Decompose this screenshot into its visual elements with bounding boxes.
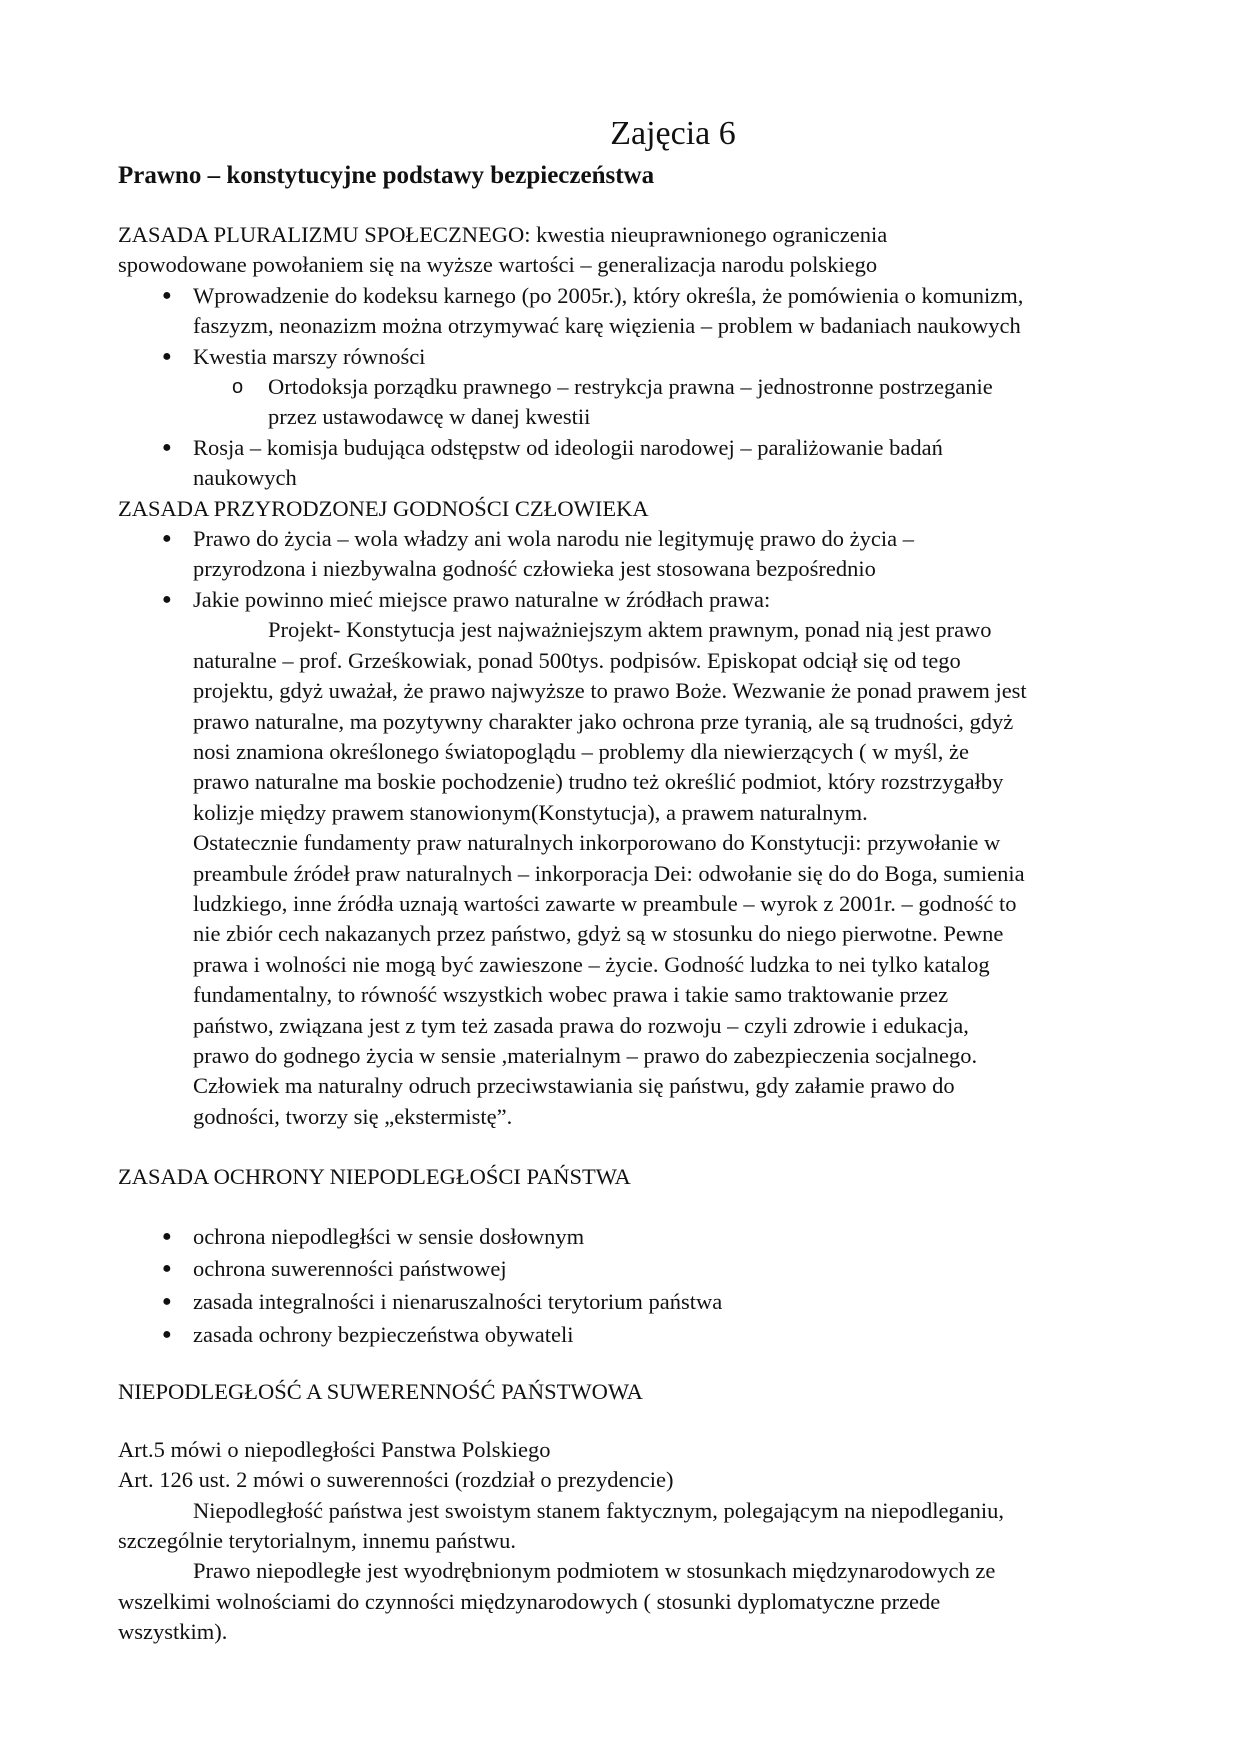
paragraph-line: projektu, gdyż uważał, że prawo najwyższe to prawo Boże. Wezwanie że ponad prawem jest [193, 678, 1027, 704]
document-title: Zajęcia 6 [610, 115, 736, 152]
paragraph-line: godności, tworzy się „ekstermistę”. [193, 1103, 513, 1129]
section-intro-line: ZASADA PLURALIZMU SPOŁECZNEGO: kwestia nieuprawnionego ograniczenia [118, 222, 888, 247]
list-item-text: przyrodzona i niezbywalna godność człowieka jest stosowana bezpośrednio [193, 556, 876, 582]
list-item-text: przez ustawodawcę w danej kwestii [268, 404, 591, 430]
list-item-text: Kwestia marszy równości [193, 343, 426, 369]
section-godnosc [118, 494, 1128, 1133]
list-item-text: ochrona suwerenności państwowej [193, 1256, 507, 1282]
paragraph-line: Prawo niepodległe jest wyodrębnionym podmiotem w stosunkach międzynarodowych ze [193, 1558, 996, 1584]
paragraph-line: prawa i wolności nie mogą być zawieszone – życie. Godność ludzka to nei tylko katalog [193, 951, 990, 977]
list-item-text: ochrona niepodległści w sensie dosłownym [193, 1223, 585, 1249]
paragraph-line: prawo do godnego życia w sensie ,materialnym – prawo do zabezpieczenia socjalnego. [193, 1042, 978, 1068]
paragraph-line: naturalne – prof. Grześkowiak, ponad 500tys. podpisów. Episkopat odciął się od tego [193, 647, 961, 673]
article-line: Art. 126 ust. 2 mówi o suwerenności (rozdział o prezydencie) [118, 1467, 674, 1493]
paragraph-line: prawo naturalne ma boskie pochodzenie) trudno też określić podmiot, który rozstrzygałby [193, 769, 1004, 795]
sub-list-item [118, 372, 1128, 433]
bullet-list [118, 1221, 1128, 1352]
body-paragraph [118, 1556, 1128, 1647]
list-item-text: Prawo do życia – wola władzy ani wola narodu nie legitymuję prawo do życia – [193, 526, 915, 552]
list-item [118, 1221, 1128, 1254]
paragraph-line: Projekt- Konstytucja jest najważniejszym aktem prawnym, ponad nią jest prawo [268, 617, 992, 643]
sub-bullet-icon: o [232, 376, 244, 399]
section-title: ZASADA PRZYRODZONEJ GODNOŚCI CZŁOWIEKA [118, 495, 649, 521]
paragraph-line: nie zbiór cech nakazanych przez państwo, gdyż są w stosunku do niego pierwotne. Pewne [193, 921, 1004, 947]
paragraph-line: państwo, związana jest z tym też zasada prawa do rozwoju – czyli zdrowie i edukacja, [193, 1012, 969, 1038]
paragraph-line: kolizje między prawem stanowionym(Konstytucja), a prawem naturalnym. [193, 799, 868, 825]
list-item-text: zasada integralności i nienaruszalności terytorium państwa [193, 1289, 723, 1314]
list-item-text: zasada ochrony bezpieczeństwa obywateli [193, 1321, 574, 1347]
body-paragraph [118, 1496, 1128, 1557]
paragraph-line: preambule źródeł praw naturalnych – inkorporacja Dei: odwołanie się do do Boga, sumienia [193, 860, 1025, 886]
list-item [118, 433, 1128, 494]
list-item-text: faszyzm, neonazizm można otrzymywać karę więzienia – problem w badaniach naukowych [193, 313, 1021, 339]
section-title: NIEPODLEGŁOŚĆ A SUWERENNOŚĆ PAŃSTWOWA [118, 1379, 643, 1405]
bullet-icon: ● [162, 347, 172, 365]
document-heading: Prawno – konstytucyjne podstawy bezpieczeństwa [118, 162, 655, 189]
list-item [118, 1253, 1128, 1286]
bullet-icon: ● [162, 286, 172, 304]
paragraph-line: Ostatecznie fundamenty praw naturalnych inkorporowano do Konstytucji: przywołanie w [193, 830, 1001, 856]
section-niepodleglosc [118, 1377, 1128, 1647]
body-paragraph [118, 615, 1128, 1132]
paragraph-line: wszelkimi wolnościami do czynności międzynarodowych ( stosunki dyplomatyczne przede [118, 1588, 941, 1614]
bullet-icon: ● [162, 1293, 172, 1310]
list-item [118, 342, 1128, 372]
section-pluralizm [118, 220, 1128, 494]
paragraph-line: fundamentalny, to równość wszystkich wobec prawa i takie samo traktowanie przez [193, 982, 949, 1008]
list-item [118, 1319, 1128, 1352]
list-item-text: Ortodoksja porządku prawnego – restrykcja prawna – jednostronne postrzeganie [268, 374, 993, 400]
list-item [118, 1286, 1128, 1319]
list-item [118, 585, 1128, 615]
section-intro-line: spowodowane powołaniem się na wyższe wartości – generalizacja narodu polskiego [118, 252, 878, 278]
bullet-icon: ● [162, 530, 172, 548]
bullet-icon: ● [162, 1227, 172, 1245]
paragraph-line: Człowiek ma naturalny odruch przeciwstawiania się państwu, gdy załamie prawo do [193, 1073, 955, 1099]
section-ochrona [118, 1162, 1128, 1351]
bullet-icon: ● [162, 1260, 172, 1278]
list-item [118, 281, 1128, 342]
list-item-text: naukowych [193, 465, 297, 491]
section-title: ZASADA OCHRONY NIEPODLEGŁOŚCI PAŃSTWA [118, 1164, 631, 1190]
paragraph-line: ludzkiego, inne źródła uznają wartości zawarte w preambule – wyrok z 2001r. – godność to [193, 890, 1017, 916]
paragraph-line: wszystkim). [118, 1619, 228, 1645]
list-item-text: Wprowadzenie do kodeksu karnego (po 2005r.), który określa, że pomówienia o komunizm, [193, 282, 1024, 308]
document-page [118, 112, 1128, 1648]
paragraph-line: Niepodległość państwa jest swoistym stanem faktycznym, polegającym na niepodleganiu, [193, 1497, 1005, 1523]
paragraph-line: prawo naturalne, ma pozytywny charakter jako ochrona prze tyranią, ale są trudności, gdyż [193, 708, 1014, 734]
list-item-text: Jakie powinno mieć miejsce prawo naturalne w źródłach prawa: [193, 586, 771, 612]
list-item [118, 524, 1128, 585]
bullet-icon: ● [162, 438, 172, 456]
paragraph-line: szczególnie terytorialnym, innemu państwu. [118, 1528, 517, 1554]
article-line: Art.5 mówi o niepodległości Panstwa Polskiego [118, 1436, 551, 1462]
paragraph-line: nosi znamiona określonego światopoglądu – problemy dla niewierzących ( w myśl, że [193, 738, 970, 764]
list-item-text: Rosja – komisja budująca odstępstw od ideologii narodowej – paraliżowanie badań [193, 434, 943, 460]
bullet-icon: ● [162, 590, 172, 608]
bullet-icon: ● [162, 1325, 172, 1343]
